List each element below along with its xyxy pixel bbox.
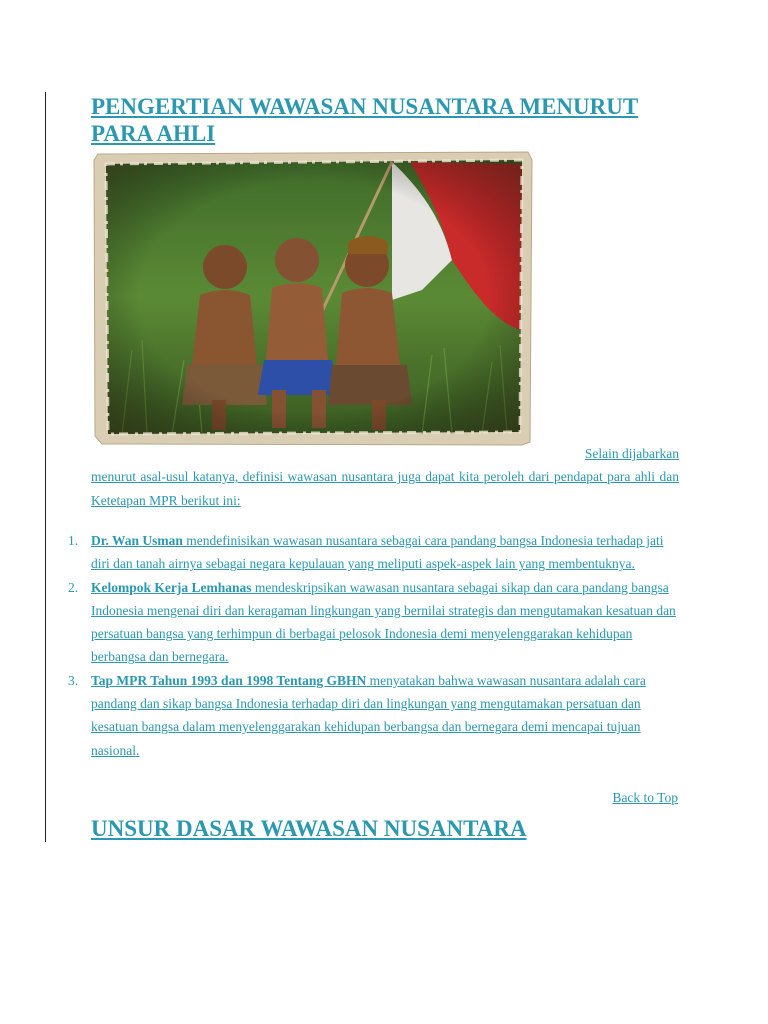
- list-number: 2.: [68, 579, 79, 595]
- definition-list: [68, 529, 680, 762]
- list-item[interactable]: [68, 576, 680, 669]
- back-to-top-link[interactable]: Back to Top: [612, 790, 678, 805]
- photo-illustration: [92, 150, 534, 446]
- list-number: 3.: [68, 672, 79, 688]
- children-flag-photo: [92, 150, 534, 446]
- list-item-title[interactable]: Tap MPR Tahun 1993 dan 1998 Tentang GBHN: [91, 672, 367, 688]
- list-item[interactable]: [68, 669, 680, 762]
- intro-paragraph[interactable]: [91, 442, 679, 512]
- list-item-text[interactable]: menyatakan bahwa wawasan nusantara adalah cara pandang dan sikap bangsa Indonesia terhadap diri dan lingkungan yang mengutamakan persatuan dan kesatuan bangsa dalam menyelenggarakan kehidupan berbangsa dan bernegara demi mencapai tujuan nasional.: [91, 672, 646, 758]
- list-item-title[interactable]: Kelompok Kerja Lemhanas: [91, 579, 252, 595]
- heading-unsur-dasar[interactable]: UNSUR DASAR WAWASAN NUSANTARA: [91, 816, 527, 841]
- list-item-text[interactable]: mendefinisikan wawasan nusantara sebagai cara pandang bangsa Indonesia terhadap jati diri dan tanah airnya sebagai negara kepulauan yang meliputi aspek-aspek lain yang membentuknya.: [91, 533, 664, 572]
- list-item[interactable]: [68, 529, 680, 576]
- page-margin-rule: [45, 92, 46, 842]
- intro-first-line[interactable]: Selain dijabarkan: [584, 446, 679, 461]
- heading-pengertian[interactable]: PENGERTIAN WAWASAN NUSANTARA MENURUT PARA AHLI: [91, 94, 639, 146]
- list-item-title[interactable]: Dr. Wan Usman: [91, 533, 183, 548]
- list-number: 1.: [68, 533, 79, 548]
- intro-rest[interactable]: menurut asal-usul katanya, definisi wawasan nusantara juga dapat kita peroleh dari pendapat para ahli dan Ketetapan MPR berikut ini:: [91, 469, 679, 508]
- list-item-text[interactable]: mendeskripsikan wawasan nusantara sebagai sikap dan cara pandang bangsa Indonesia mengenai diri dan keragaman lingkungan yang bernilai strategis dan mengutamakan kesatuan dan persatuan bangsa yang terhimpun di berbagai pelosok Indonesia demi menyelenggarakan kehidupan berbangsa dan bernegara.: [91, 579, 676, 665]
